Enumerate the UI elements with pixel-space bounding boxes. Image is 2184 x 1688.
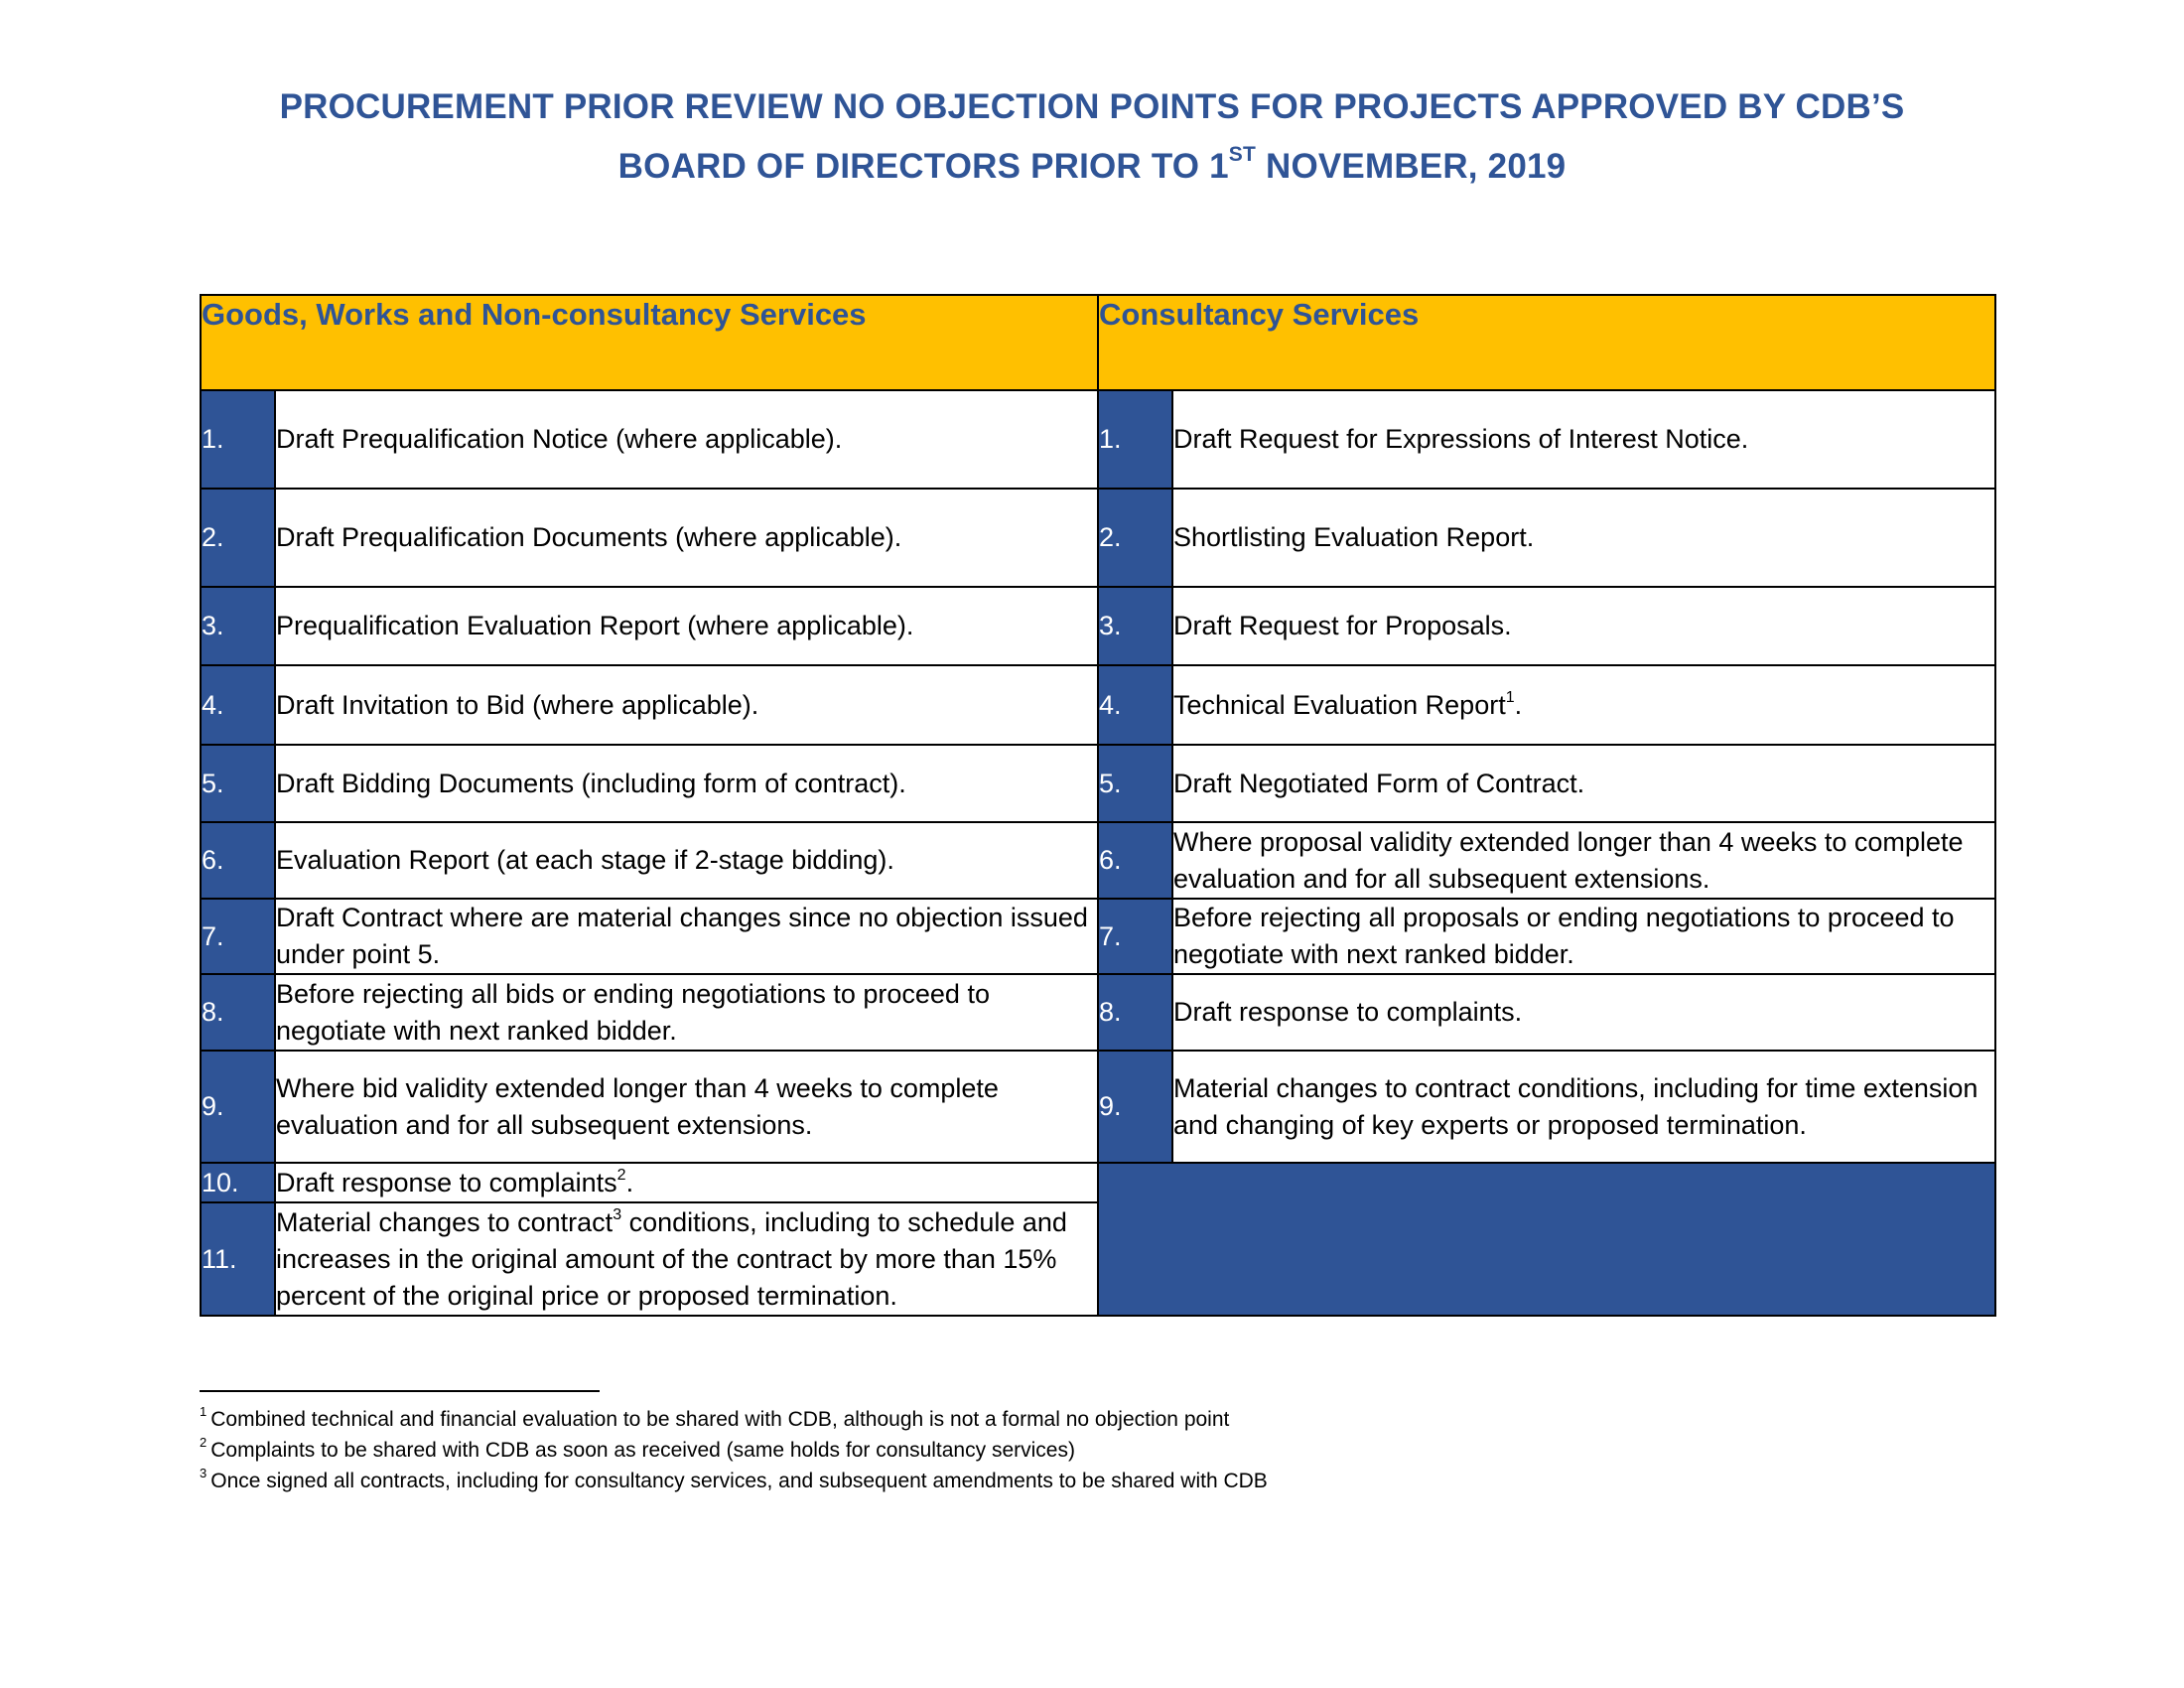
title-line-2-start: BOARD OF DIRECTORS PRIOR TO 1 [617,147,1229,186]
table-row [201,822,1995,899]
title-line-1: PROCUREMENT PRIOR REVIEW NO OBJECTION POINTS FOR PROJECTS APPROVED BY CDB’S [279,87,1905,126]
goods-item-number: 11. [201,1202,275,1316]
goods-item-number: 10. [201,1163,275,1202]
goods-item-text: Prequalification Evaluation Report (where applicable). [275,587,1098,665]
footnote [200,1404,1268,1435]
consultancy-item-number: 1. [1098,390,1172,489]
table-row [201,745,1995,822]
table-row [201,587,1995,665]
goods-item-text: Draft Contract where are material changes since no objection issued under point 5. [275,899,1098,974]
goods-item-number: 5. [201,745,275,822]
table-header-row [201,295,1995,390]
goods-item-number: 8. [201,974,275,1051]
consultancy-item-number: 3. [1098,587,1172,665]
document-title [0,77,2184,197]
goods-item-number: 4. [201,665,275,745]
consultancy-item-text: Draft Request for Proposals. [1172,587,1995,665]
consultancy-item-number: 8. [1098,974,1172,1051]
consultancy-item-number: 5. [1098,745,1172,822]
consultancy-item-number: 7. [1098,899,1172,974]
empty-filler-cell [1098,1163,1995,1316]
consultancy-item-text [1172,665,1995,745]
consultancy-item-number: 4. [1098,665,1172,745]
goods-item-number: 6. [201,822,275,899]
footnote [200,1466,1268,1496]
footnote-separator [200,1390,600,1392]
table-row [201,1163,1995,1202]
goods-item-number: 1. [201,390,275,489]
footnote-mark: 3 [200,1466,207,1480]
table-row [201,974,1995,1051]
consultancy-services-header: Consultancy Services [1098,295,1995,390]
goods-item-text: Evaluation Report (at each stage if 2-stage bidding). [275,822,1098,899]
table-row [201,665,1995,745]
table-row [201,899,1995,974]
footnote-mark: 1 [200,1404,207,1419]
title-line-2-end: NOVEMBER, 2019 [1256,147,1567,186]
goods-item-number: 9. [201,1051,275,1163]
consultancy-item-text: Before rejecting all proposals or ending negotiations to proceed to negotiate with next ranked bidder. [1172,899,1995,974]
goods-item-text [275,1202,1098,1316]
goods-item-text: Where bid validity extended longer than 4 weeks to complete evaluation and for all subsequent extensions. [275,1051,1098,1163]
footnote-text: Combined technical and financial evaluation to be shared with CDB, although is not a formal no objection point [210,1408,1230,1431]
goods-item-number: 2. [201,489,275,587]
footnote-text: Once signed all contracts, including for consultancy services, and subsequent amendments to be shared with CDB [210,1470,1268,1492]
consultancy-item-text: Draft response to complaints. [1172,974,1995,1051]
consultancy-item-number: 2. [1098,489,1172,587]
consultancy-item-text-end: . [1514,689,1523,720]
table-row [201,1051,1995,1163]
goods-item-text-end: conditions, including to schedule and increases in the original amount of the contract by more than 15% percent of the original price or proposed termination. [276,1206,1067,1311]
goods-item-number: 3. [201,587,275,665]
title-ordinal-superscript: ST [1228,143,1257,167]
table-row [201,489,1995,587]
consultancy-item-text-start: Technical Evaluation Report [1173,689,1506,720]
consultancy-item-text: Where proposal validity extended longer than 4 weeks to complete evaluation and for all subsequent extensions. [1172,822,1995,899]
consultancy-item-text: Material changes to contract conditions, including for time extension and changing of key experts or proposed termination. [1172,1051,1995,1163]
title-line-2 [0,137,2184,197]
goods-item-number: 7. [201,899,275,974]
goods-item-text-end: . [625,1167,634,1197]
consultancy-item-text: Draft Negotiated Form of Contract. [1172,745,1995,822]
goods-works-header: Goods, Works and Non-consultancy Services [201,295,1098,390]
no-objection-points-table [200,294,1996,1317]
footnote-text: Complaints to be shared with CDB as soon as received (same holds for consultancy services) [210,1439,1075,1462]
consultancy-item-text: Shortlisting Evaluation Report. [1172,489,1995,587]
footnote-reference: 1 [1505,688,1515,706]
footnote-reference: 3 [613,1205,622,1223]
goods-item-text: Draft Bidding Documents (including form of contract). [275,745,1098,822]
goods-item-text [275,1163,1098,1202]
footnote-reference: 2 [616,1166,626,1184]
goods-item-text: Before rejecting all bids or ending negotiations to proceed to negotiate with next ranked bidder. [275,974,1098,1051]
consultancy-item-number: 9. [1098,1051,1172,1163]
table-row [201,390,1995,489]
goods-item-text: Draft Prequalification Notice (where applicable). [275,390,1098,489]
goods-item-text-start: Draft response to complaints [276,1167,617,1197]
footnote [200,1435,1268,1466]
footnotes [200,1404,1268,1496]
goods-item-text: Draft Invitation to Bid (where applicable). [275,665,1098,745]
consultancy-item-number: 6. [1098,822,1172,899]
footnote-mark: 2 [200,1435,207,1450]
consultancy-item-text: Draft Request for Expressions of Interest Notice. [1172,390,1995,489]
goods-item-text: Draft Prequalification Documents (where applicable). [275,489,1098,587]
goods-item-text-start: Material changes to contract [276,1206,614,1237]
